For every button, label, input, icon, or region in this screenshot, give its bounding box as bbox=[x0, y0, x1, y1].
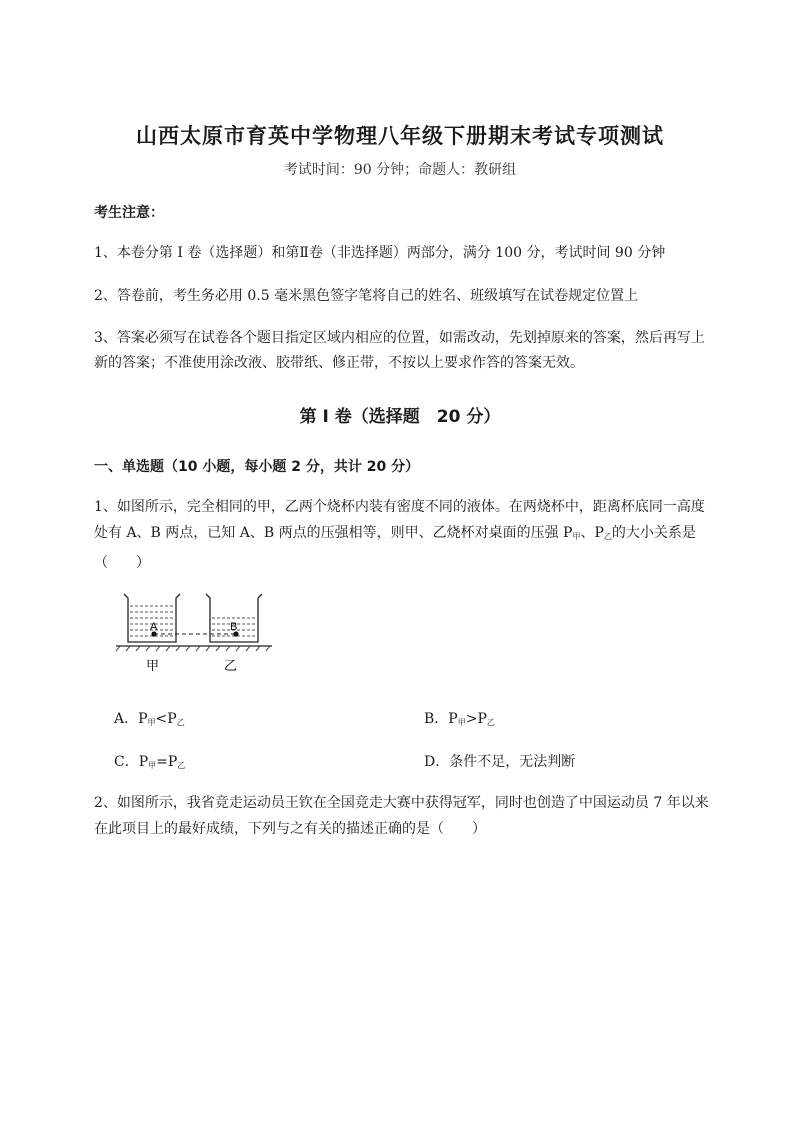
label-a: A bbox=[150, 621, 158, 633]
option-c-prefix: C．P bbox=[114, 754, 149, 770]
option-b-sub-yi: 乙 bbox=[486, 718, 495, 727]
label-jia: 甲 bbox=[146, 659, 160, 674]
option-c-sub-yi: 乙 bbox=[177, 761, 186, 770]
exam-meta: 考试时间：90 分钟；命题人：教研组 bbox=[283, 162, 517, 178]
option-a-sub-yi: 乙 bbox=[176, 718, 185, 727]
notice-item-1: 1、本卷分第 I 卷（选择题）和第Ⅱ卷（非选择题）两部分，满分 100 分，考试时间 90 分钟 bbox=[94, 245, 666, 261]
section-title: 第 I 卷（选择题 20 分） bbox=[299, 407, 501, 427]
table-hatch bbox=[116, 646, 270, 651]
notice-item-2: 2、答卷前，考生务必用 0.5 毫米黑色签字笔将自己的姓名、班级填写在试卷规定位置上 bbox=[94, 288, 639, 304]
q1-sub-jia: 甲 bbox=[572, 532, 581, 541]
option-b-prefix: B．P bbox=[424, 711, 458, 727]
q1-text-end: 的大小关系是（ ） bbox=[94, 525, 696, 571]
q1-option-c[interactable] bbox=[114, 751, 185, 771]
beakers-figure bbox=[110, 582, 280, 682]
option-c-op: =P bbox=[156, 754, 178, 770]
q1-sub-yi: 乙 bbox=[603, 532, 612, 541]
part-title: 一、单选题（10 小题，每小题 2 分，共计 20 分） bbox=[94, 459, 420, 475]
option-d-text: D．条件不足，无法判断 bbox=[424, 754, 576, 770]
q1-option-a[interactable] bbox=[114, 708, 185, 728]
notice-item-3: 3、答案必须写在试卷各个题目指定区域内相应的位置，如需改动，先划掉原来的答案，然后再写上新的答案；不准使用涂改液、胶带纸、修正带，不按以上要求作答的答案无效。 bbox=[94, 330, 705, 371]
q1-option-b[interactable] bbox=[424, 708, 495, 728]
page-title: 山西太原市育英中学物理八年级下册期末考试专项测试 bbox=[136, 124, 664, 148]
question-2: 2、如图所示，我省竞走运动员王钦在全国竞走大赛中获得冠军，同时也创造了中国运动员 7 年以来在此项目上的最好成绩，下列与之有关的描述正确的是（ ） bbox=[94, 795, 709, 837]
option-b-op: >P bbox=[465, 711, 487, 727]
question-1 bbox=[94, 494, 714, 576]
q1-option-d[interactable] bbox=[424, 751, 575, 771]
q1-text-main: 1、如图所示，完全相同的甲，乙两个烧杯内装有密度不同的液体。在两烧杯中，距离杯底同一高度处有 A、B 两点，已知 A、B 两点的压强相等，则甲、乙烧杯对桌面的压强 P bbox=[94, 499, 705, 541]
option-a-op: <P bbox=[155, 711, 177, 727]
label-yi: 乙 bbox=[224, 659, 238, 674]
option-c-sub-jia: 甲 bbox=[148, 761, 157, 770]
option-a-sub-jia: 甲 bbox=[147, 718, 156, 727]
q1-text-mid: 、P bbox=[580, 525, 604, 541]
option-a-prefix: A．P bbox=[114, 711, 148, 727]
notice-heading: 考生注意： bbox=[94, 205, 164, 221]
label-b: B bbox=[230, 621, 238, 633]
option-b-sub-jia: 甲 bbox=[457, 718, 466, 727]
